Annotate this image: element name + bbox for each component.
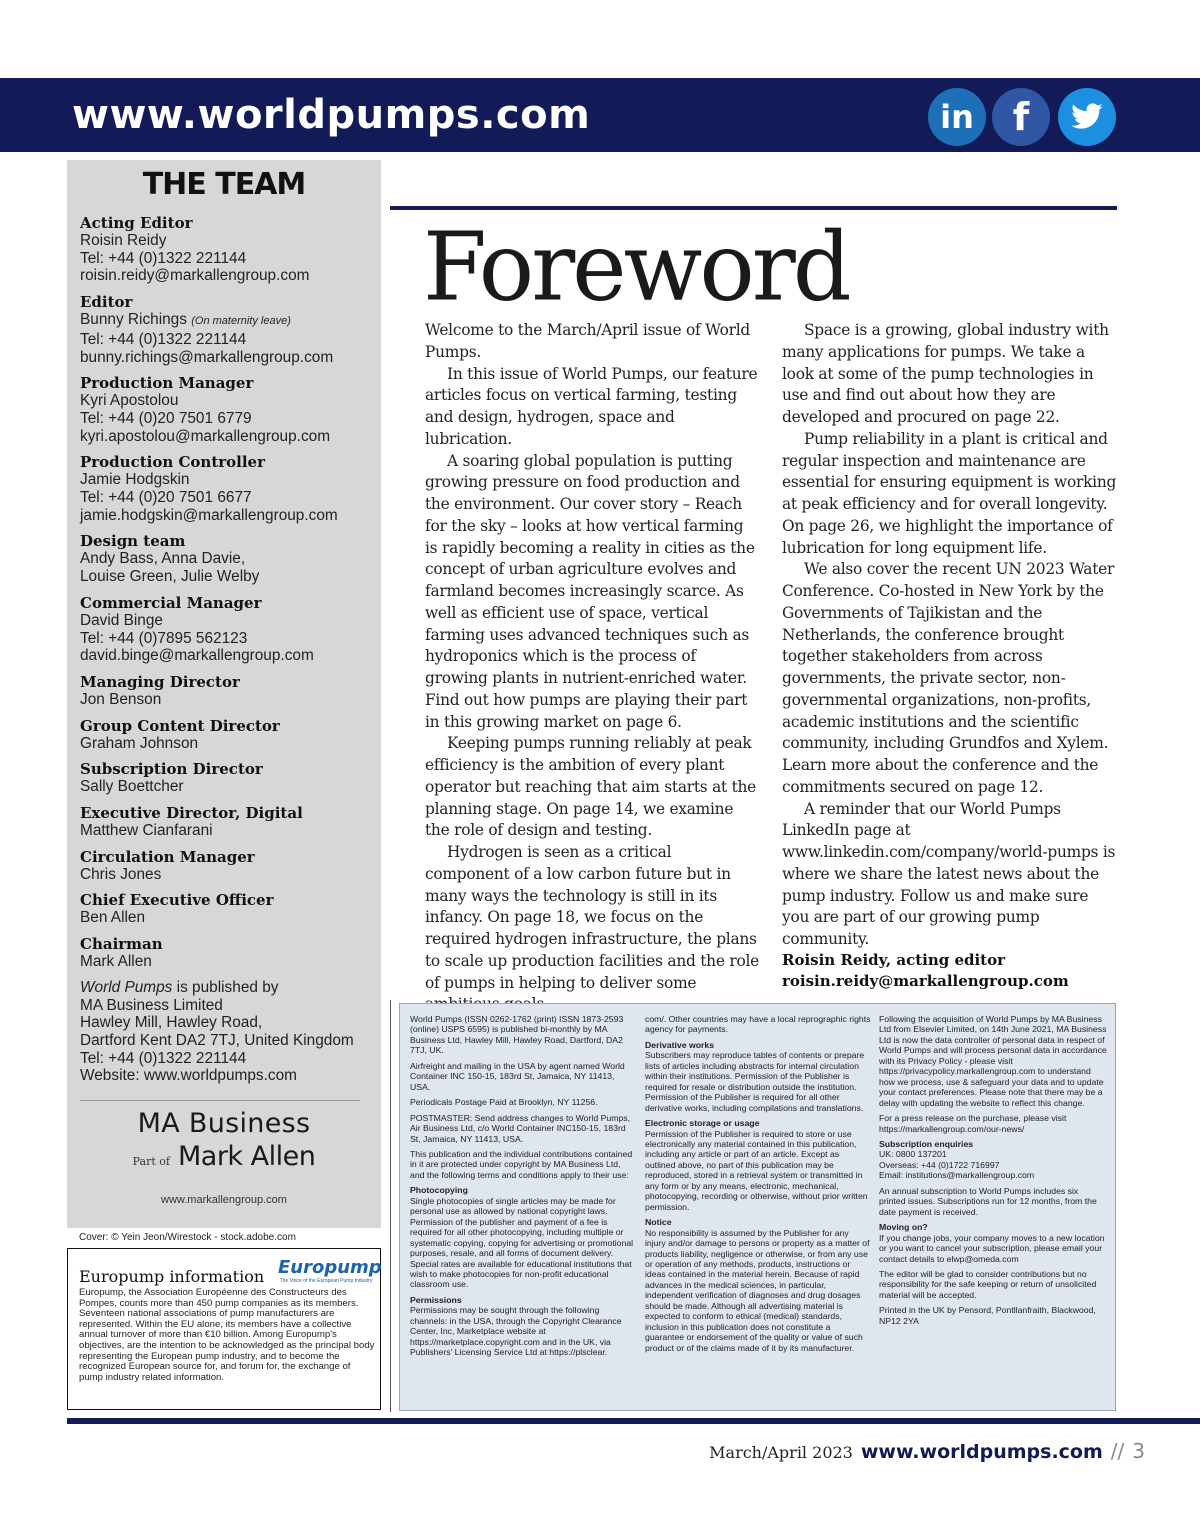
legal-paragraph: com/. Other countries may have a local reprographic rights agency for payments. — [645, 1014, 871, 1035]
team-role: Chairman — [80, 935, 163, 954]
europump-logo — [278, 1257, 382, 1284]
legal-heading: Permissions — [410, 1294, 462, 1305]
team-detail: Tel: +44 (0)1322 221144 — [80, 330, 247, 348]
site-url-link[interactable]: www.worldpumps.com — [72, 92, 591, 138]
team-detail: Tel: +44 (0)1322 221144 — [80, 249, 247, 267]
team-detail: Graham Johnson — [80, 734, 199, 752]
team-member — [80, 673, 370, 709]
article-signature — [782, 950, 1069, 992]
site-header — [0, 78, 1200, 152]
page-number: 3 — [1132, 1439, 1145, 1463]
team-role: Group Content Director — [80, 716, 280, 735]
legal-heading: Electronic storage or usage — [645, 1118, 760, 1129]
ma-business-logo — [67, 1108, 381, 1172]
team-detail: Sally Boettcher — [80, 778, 184, 796]
team-member — [80, 453, 370, 524]
legal-heading: Moving on? — [879, 1222, 928, 1233]
team-name-line — [80, 311, 370, 331]
article-paragraph: We also cover the recent UN 2023 Water Conference. Co-hosted in New York by the Governments of Tajikistan and the Netherlands, the conference brought together stakeholders from across governments, the private sector, non-governmental organizations, non-profits, academic institutions and the scientific community, including Grundfos and Xylem. Learn more about the conference and the commitments secured on page 12. — [782, 560, 1115, 796]
legal-paragraph: Following the acquisition of World Pumps by MA Business Ltd from Elsevier Limited, on 14th June 2021, MA Business Ltd is now the data controller of personal data in respect of World Pumps and will process personal data in accordance with its Privacy Policy - please visit https://privacypolicy.markallengroup.com to understand how we process, use & safeguard your data and to update your contact preferences. Please note that there may be a delay with updating the website to reflect this change. — [879, 1014, 1107, 1108]
europump-tagline: The Voice of the European Pump Industry — [279, 1278, 373, 1284]
team-title: THE TEAM — [142, 166, 306, 202]
team-detail: Jamie Hodgskin — [80, 471, 190, 489]
cover-credit: Cover: © Yein Jeon/Wirestock - stock.adobe.com — [79, 1232, 296, 1243]
team-detail: Roisin Reidy — [80, 232, 167, 249]
footer-url[interactable]: www.worldpumps.com — [860, 1441, 1103, 1463]
legal-paragraph: UK: 0800 137201 Overseas: +44 (0)1722 716997 Email: institutions@markallengroup.com — [879, 1149, 1035, 1181]
team-panel — [67, 160, 381, 1228]
linkedin-icon[interactable]: in — [928, 88, 986, 146]
team-email[interactable]: david.binge@markallengroup.com — [80, 647, 314, 665]
twitter-bird-glyph — [1070, 100, 1104, 134]
legal-paragraph: The editor will be glad to consider contributions but no responsibility for the safe keeping or return of unsolicited material will be accepted. — [879, 1268, 1097, 1300]
team-member — [80, 374, 370, 445]
team-detail: Mark Allen — [80, 953, 152, 971]
legal-paragraph: Subscribers may reproduce tables of contents or prepare lists of articles including abstracts for internal circulation within their institutions. Permission of the Publisher is required for resale or distribution outside the institution. Permission of the Publisher is required for all other derivative works, including compilations and translations. — [645, 1050, 865, 1113]
legal-paragraph: For a press release on the purchase, please visit https://markallengroup.com/our-news/ — [879, 1113, 1067, 1134]
article-column-2 — [782, 320, 1117, 951]
legal-paragraph: World Pumps (ISSN 0262-1762 (print) ISSN 1873-2593 (online) USPS 6595) is published bi-monthly by MA Business Ltd, Hawley Mill, Hawley Road, Dartford, DA2 7TJ, UK. — [410, 1014, 624, 1056]
team-member — [80, 935, 370, 971]
article-paragraph: A soaring global population is putting growing pressure on food production and the environment. Our cover story – Reach for the sky – looks at how vertical farming is rapidly becoming a reality in cities as the concept of urban agriculture evolves and farmland becomes increasingly scarce. As well as efficient use of space, vertical farming uses advanced techniques such as hydroponics which is the process of growing plants in nutrient-enriched water. Find out how pumps are playing their part in this growing market on page 6. — [425, 451, 755, 731]
facebook-icon[interactable]: f — [992, 88, 1050, 146]
legal-paragraph: This publication and the individual contributions contained in it are protected under copyright by MA Business Ltd, and the following terms and conditions apply to their use: — [410, 1148, 633, 1180]
publisher-intro — [80, 979, 370, 997]
publisher-line: Tel: +44 (0)1322 221144 — [80, 1049, 247, 1067]
legal-column-1 — [410, 1014, 634, 1363]
europump-title: Europump information — [79, 1267, 265, 1286]
twitter-icon[interactable] — [1058, 88, 1116, 146]
team-member — [80, 532, 370, 585]
team-email[interactable]: bunny.richings@markallengroup.com — [80, 348, 334, 366]
team-member — [80, 804, 370, 840]
team-member — [80, 717, 370, 753]
legal-paragraph: No responsibility is assumed by the Publisher for any injury and/or damage to persons or property as a matter of products liability, negligence or otherwise, or from any use or operation of any methods, products, instructions or ideas contained in the material herein. Because of rapid advances in the medical sciences, in particular, independent verification of diagnoses and drug dosages should be made. Although all advertising material is expected to conform to ethical (medical) standards, inclusion in this publication does not constitute a guarantee or endorsement of the quality or value of such product or of the claims made of it by its manufacturer. — [645, 1227, 870, 1353]
team-detail: Chris Jones — [80, 865, 162, 883]
team-detail: David Binge — [80, 611, 163, 629]
team-role: Managing Director — [80, 672, 240, 691]
europump-logo-text: Europump — [278, 1257, 382, 1278]
footer-separator: // — [1110, 1439, 1125, 1463]
article-paragraph: Space is a growing, global industry with many applications for pumps. We take a look at some of the pump technologies in use and find out about how they are developed and procured on page 22. — [782, 321, 1109, 426]
team-member — [80, 214, 370, 285]
article-paragraph: A reminder that our World Pumps LinkedIn page at www.linkedin.com/company/world-pumps is where we share the latest news about the pump industry. Follow us and make sure you are part of our growing pump community. — [782, 799, 1116, 948]
markallen-url[interactable]: www.markallengroup.com — [161, 1194, 287, 1206]
article-paragraph: Hydrogen is seen as a critical component of a low carbon future but in many ways the technology is still in its infancy. On page 18, we focus on the required hydrogen infrastructure, the plans to scale up production facilities and the role of pumps in helping to deliver some — [425, 843, 760, 992]
team-role: Commercial Manager — [80, 593, 262, 612]
team-role: Chief Executive Officer — [80, 891, 274, 910]
team-list — [80, 214, 370, 1085]
legal-paragraph: An annual subscription to World Pumps includes six printed issues. Subscriptions run for 12 months, from the date payment is received. — [879, 1185, 1097, 1217]
legal-paragraph: Printed in the UK by Pensord, Pontllanfraith, Blackwood, NP12 2YA — [879, 1305, 1096, 1326]
team-member — [80, 848, 370, 884]
legal-heading: Derivative works — [645, 1039, 715, 1050]
team-note: (On maternity leave) — [191, 315, 291, 328]
team-member — [80, 891, 370, 927]
article-paragraph: In this issue of World Pumps, our feature articles focus on vertical farming, testing and design, hydrogen, space and lubrication. — [425, 364, 758, 448]
ma-business-wordmark: MA Business — [137, 1108, 311, 1139]
legal-heading: Notice — [645, 1217, 672, 1228]
publisher-intro-text: is published by — [172, 978, 279, 996]
team-detail: Matthew Cianfarani — [80, 822, 213, 840]
team-email[interactable]: roisin.reidy@markallengroup.com — [80, 267, 310, 285]
publisher-line: Hawley Mill, Hawley Road, — [80, 1014, 263, 1032]
legal-paragraph: POSTMASTER: Send address changes to World Pumps, Air Business Ltd, c/o World Container INC150-15, 183rd St, Jamaica, NY 11413, USA. — [410, 1112, 631, 1144]
team-role: Production Controller — [80, 453, 266, 472]
team-detail: Louise Green, Julie Welby — [80, 568, 260, 586]
team-role: Circulation Manager — [80, 847, 255, 866]
team-member — [80, 293, 370, 366]
team-role: Production Manager — [80, 374, 254, 393]
team-detail: Tel: +44 (0)20 7501 6677 — [80, 489, 252, 507]
legal-paragraph: Permissions may be sought through the following channels: in the USA, through the Copyright Clearance Center, Inc, Marketplace website at https://marketplace.copyright.com and in the UK, via Publishers' Licensing Service Ltd at https://plsclear. — [410, 1305, 622, 1358]
part-of-mark-allen — [67, 1141, 381, 1172]
team-email[interactable]: kyri.apostolou@markallengroup.com — [80, 427, 331, 445]
legal-column-2 — [645, 1014, 871, 1358]
legal-paragraph: Airfreight and mailing in the USA by agent named World Container INC 150-15, 183rd St, Jamaica, NY 11413, USA. — [410, 1060, 625, 1092]
team-detail: Andy Bass, Anna Davie, — [80, 550, 246, 568]
team-role: Design team — [80, 532, 186, 551]
team-divider — [80, 1100, 360, 1101]
team-member — [80, 594, 370, 665]
article-paragraph: Keeping pumps running reliably at peak efficiency is the ambition of every plant operator but reaching that aim starts at the planning stage. On page 14, we examine the role of design and testing. — [425, 734, 757, 840]
issue-date: March/April 2023 — [709, 1443, 853, 1462]
bottom-rule — [67, 1418, 1200, 1424]
europump-info-box — [67, 1248, 381, 1410]
team-member — [80, 760, 370, 796]
article-column-1 — [425, 320, 760, 1016]
team-detail: Kyri Apostolou — [80, 392, 179, 410]
team-name: Bunny Richings — [80, 311, 187, 329]
team-detail: Jon Benson — [80, 690, 162, 708]
signature-name: Roisin Reidy, acting editor — [782, 951, 1006, 969]
column-divider — [390, 1000, 391, 1412]
article-paragraph: Welcome to the March/April issue of World Pumps. — [425, 321, 750, 361]
team-email[interactable]: jamie.hodgskin@markallengroup.com — [80, 506, 338, 524]
legal-heading: Subscription enquiries — [879, 1138, 974, 1149]
legal-paragraph: Single photocopies of single articles may be made for personal use as allowed by national copyright laws. Permission of the publisher and payment of a fee is required for all other photocopying, including multiple or systematic copying, copying for advertising or promotional purposes, resale, and all forms of document delivery. Special rates are available for educational institutions that wish to make photocopies for non-profit educational classroom use. — [410, 1195, 634, 1290]
publisher-info — [80, 979, 370, 1085]
legal-column-3 — [879, 1014, 1107, 1331]
legal-box — [399, 1003, 1116, 1411]
legal-paragraph: Periodicals Postage Paid at Brooklyn, NY 11256. — [410, 1097, 598, 1108]
mark-allen-wordmark: Mark Allen — [177, 1141, 316, 1172]
team-role: Executive Director, Digital — [80, 804, 303, 823]
legal-paragraph: If you change jobs, your company moves to a new location or you want to cancel your subscription, please email your contact details to elwp@omeda.com — [879, 1232, 1105, 1264]
article-top-rule — [390, 206, 1117, 210]
publisher-line: Website: www.worldpumps.com — [80, 1067, 297, 1085]
legal-paragraph: Permission of the Publisher is required to store or use electronically any material contained in this publication, including any article or part of an article. Except as outlined above, no part of this publication may be reproduced, stored in a retrieval system or transmitted in any form or by any means, electronic, mechanical, photocopying, recording or otherwise, without prior written permission. — [645, 1128, 868, 1212]
article-title: Foreword — [423, 212, 849, 323]
legal-heading: Photocopying — [410, 1185, 468, 1196]
team-detail: Tel: +44 (0)20 7501 6779 — [80, 409, 252, 427]
publisher-line: MA Business Limited — [80, 996, 223, 1014]
team-role: Subscription Director — [80, 760, 263, 779]
publisher-line: Dartford Kent DA2 7TJ, United Kingdom — [80, 1031, 354, 1049]
signature-email[interactable]: roisin.reidy@markallengroup.com — [782, 972, 1069, 990]
team-detail: Tel: +44 (0)7895 562123 — [80, 629, 248, 647]
publisher-magazine: World Pumps — [80, 978, 173, 996]
article-paragraph: Pump reliability in a plant is critical and regular inspection and maintenance are essential for ensuring equipment is working at peak efficiency and for overall longevity. On page 26, we highlight the importance of lubrication for long equipment life. — [782, 429, 1117, 557]
europump-description: Europump, the Association Européenne des Constructeurs des Pompes, counts more than 450 pump companies as its members. Seventeen national associations of pump manufacturers are represented. Within the EU alone, its members have a collective annual turnover of more than €10 billion. Among Europump's objectives, are the intention to be acknowledged as the principal body representing the European pump industry, and to become the recognized European source for, and forum for, the exchange of pump industry related information. — [79, 1287, 375, 1383]
page-footer — [709, 1439, 1145, 1463]
team-detail: Ben Allen — [80, 909, 146, 927]
team-role: Acting Editor — [80, 214, 193, 232]
part-of-label: Part of — [132, 1155, 170, 1168]
team-role: Editor — [80, 293, 133, 312]
